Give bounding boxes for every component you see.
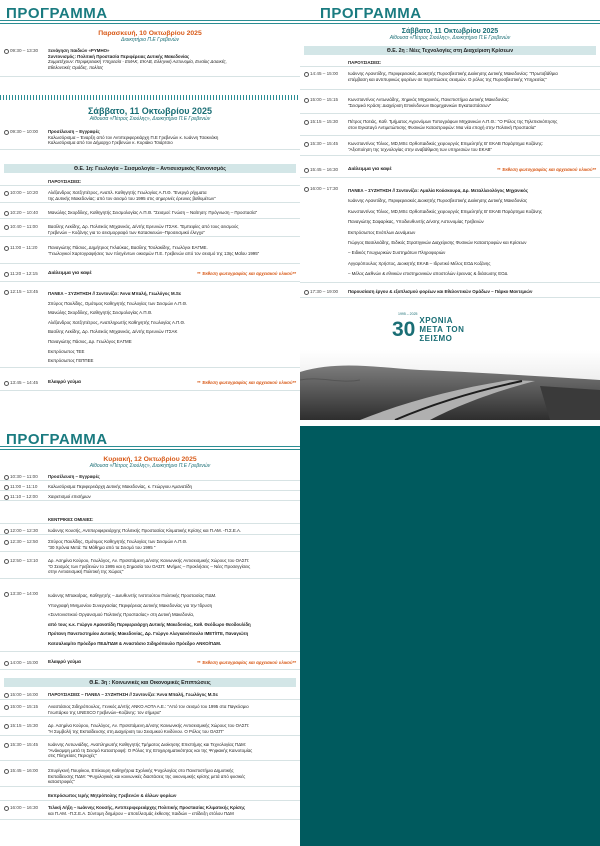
day-header (0, 30, 300, 43)
row-content: Κωνσταντίνος Αντωνιάδης, Χημικός Μηχανικός, Πανεπιστήμιο Δυτικής Μακεδονίας: "Σεισμικό Κράση: Διαχείριση Επικίνδυνων Βιομηχανικών Εγκαταστάσεων" (348, 97, 510, 108)
row-time: 15:00 – 16:00 (0, 691, 48, 699)
program-row (0, 223, 300, 237)
row-time: 16:00 – 16:30 (0, 804, 48, 819)
row-content: Διάλειμμα για καφέ ** Έκθεση φωτογραφίας και αρχειακού υλικού** (348, 167, 596, 172)
program-row (0, 178, 300, 186)
title-rule (0, 446, 300, 450)
row-content: Πέτρος Πατιάς, Καθ. Τμήματος Αγρονόμων Τοπογράφων Μηχανικών Α.Π.Θ.: "Ο Ρόλος της Τηλεπισκόπησης στον Εγκαταγό Αντιμετώπισης Φυσικών Καταστροφών: Μια νέα εποχή στην Πολιτική Προστασία" (348, 119, 558, 130)
row-content: Δρ. Ασημίνα Κούρου, Γεωλόγος, Αν. Προϊστάμενη Δ/νσης Καινωνικής Αντισεισμικής Χώρους του ΟΑΣΠ: "Ο Σεισμός των Γρεβενών το 1995 και η Σημασία του ΟΑΣΠ: Μνήμες – Προκλήσεις – Νέες Προσεγγίσεις στην Αντισεισμική Πολιτική της Χώρας" (48, 558, 251, 575)
program-row (0, 288, 300, 368)
program-row (0, 473, 300, 481)
row-content: Αναστάσιος Σιδηρόπουλος, Γενικός Δ/ντής ΑΝΚΟ ΑΟΤΑ Α.Ε.: "Από τον σεισμό του 1995 στα Παγκόσμιο Γεωπάρκο της UNESCO Γρεβενών–Κοζάνης: τον σήμερα" (48, 704, 249, 715)
program-row (0, 590, 300, 652)
day-venue: Αίθουσα «Πέτρος Σιούλης», Διοικητήριο Π.Ε Γρεβενών (89, 463, 211, 469)
program-row (0, 244, 300, 264)
row-content: Ιωάννης Αρανιτίδης, Περιφερειακός Διοικητής Πυροσβεστικής Διοίκησης Δυτικής Μακεδονίας: "Πρωτοβάθμια επέμβαση και αντιπυρικώς φορέων σε περιπτώσεις σεισμών. Ο ρόλος της Πυροσβεστικής Υπηρεσίας" (348, 71, 558, 82)
row-time: 13:30 – 14:00 (0, 590, 48, 651)
row-time: 09:30 – 13:30 (0, 47, 48, 76)
row-time: 13:45 – 14:45 (0, 379, 48, 390)
program-row (0, 483, 300, 491)
program-row (0, 47, 300, 77)
section-header: Θ.Ε. 2η : Νέες Τεχνολογίες στη Διαχείριση Κρίσεων (304, 46, 596, 55)
program-row (300, 185, 600, 283)
day-date: Παρασκευή, 10 Οκτωβρίου 2025 (98, 30, 202, 37)
row-time: 11:20 – 12:15 (0, 270, 48, 281)
row-time: 11:00 – 11:20 (0, 244, 48, 263)
row-time: 14:00 – 15:00 (0, 659, 48, 669)
title-rule (0, 20, 300, 24)
row-content: Μανώλης Σκορδίλης, Καθηγητής Σεισμολογίας Α.Π.Θ. "Σεισμοί: Γνώση – Ναίτηση: Πρόγνωση – Προστασία" (48, 210, 258, 215)
row-content: Σπυρίγκινή Πουρίκου, Επίκουρη Καθηγήτρια Σχολικής Ψυχολογίας στο Πανεπιστήμιο Δημοτικής Εκπαίδευσης ΠΔΜ: "Ψυχολογικές και κοινωνικές διαστάσεις της οικονομικής κρίσης μετά από φυσικές καταστροφές" (48, 768, 246, 785)
row-content: Διάλειμμα για καφέ ** Έκθεση φωτογραφίας και αρχειακού υλικού** (48, 271, 296, 276)
program-row (300, 70, 600, 90)
row-content: ΠΑΝΕΛ – ΣΥΖΗΤΗΣΗ // Συντονίζει: Άννα Μπαλή, Γεωλόγος Μ.Sc Σπύρος Παυλίδης, Ομότιμος Καθηγητής Γεωλογίας των Σεισμών Α.Π.Θ. Μανώλης Σκορδίλης, Καθηγητής Σεισμολογίας Α.Π.Θ. Αλέξανδρος Χατζηπέτρος, Αναπληρωτής Καθηγητής Γεωλογίας Α.Π.Θ. Βασίλης Λεκίδης, Δρ. Πολιτικός Μηχανικός, Δ/ντής Ερευνών ΙΤΣΑΚ Παναγιώτης Πάσιος, Δρ. Γεωλόγος ΕΑΓΜΕ Εκπρόσωπος ΤΕΕ Εκπρόσωπος ΓΕΠΠΕΕ (48, 291, 188, 364)
row-time: 16:00 – 17:30 (300, 185, 348, 282)
row-time: 10:30 – 11:00 (0, 473, 48, 480)
row-content: Ιωάννης Μπακοΐρας, Καθηγητής – Διευθυντής Ινστιτούτου Πολιτικής Προστασίας ΠΔΜ. Υπογραφή Μνημονίου Συνεργασίας Περιφέρειας Δυτικής Μακεδονίας για την Ίδρυση «Συντονιστικού Οργανισμού Πολιτικής Προστασίας» στη Δυτική Μακεδονία, από τους κ.κ. Γιώργο Αμανατίδη Περιφερειάρχη Δυτικής Μακεδονίας, Καθ. Θεόδωρο Θεοδουλίδη Πρύτανη Πανεπιστημίου Δυτικής Μακεδονίας, Δρ. Γιώργο Αλεγκανόπουλο ΙΜΕΤ/ΙΤΕ, Παναγιώτη Κατσαλιαμίτο Πρόεδρο ΠΕΔ/ΠΔΜ & Αναστάσιο Σιδηρόπουλο Πρόεδρο ΑΝΚΟ/ΠΔΜ. (48, 593, 251, 646)
day-venue: Διοικητήριο Π.Ε Γρεβενών (120, 37, 180, 43)
row-content: Εκπρόσωπος Ιερής Μητρόπολης Γρεβενών & άλλων φορέων (48, 793, 177, 798)
row-content: Προσέλευση – Εγγραφές Καλωσόρισμα – Έναρξη από τον Αντιπεριφερειάρχη Π.Ε Γρεβενών κ. Ιωάννη Τσακνάκη Καλωσόρισμα από τον Δήμαρχο Γρεβενών κ. Κυριάκο Τσιάρτσιο (48, 129, 219, 146)
program-row (0, 659, 300, 670)
row-content: ΠΑΡΟΥΣΙΑΣΕΙΣ: (48, 179, 82, 184)
row-content: Παναγιώτης Πάσιος, Δημήτριος Γκλαύκας, Βασίλης Τσολακίδης, Γεωλόγοι ΕΑΓΜΕ. "Γεωλογικοί Χαρτογραφήσεις των πληγέντων οικισμών Π.Ε. Γρεβενών από τον σεισμό της 13ης Μαΐου 1995" (48, 245, 260, 256)
row-content: Καλωσόρισμα Περιφερειάρχη Δυτικής Μακεδονίας, κ. Γεώργιου Αμανατίδη (48, 484, 192, 489)
program-row (0, 703, 300, 717)
row-time: 15:45 – 16:30 (300, 166, 348, 177)
row-time: 14:45 – 15:00 (300, 70, 348, 89)
program-row (0, 538, 300, 552)
row-time: 10:20 – 10:40 (0, 209, 48, 218)
anniversary-logo (392, 312, 465, 343)
program-row (0, 128, 300, 150)
row-time: 15:30 – 15:45 (300, 140, 348, 155)
row-content: ΠΑΝΕΛ – ΣΥΖΗΤΗΣΗ // Συντονίζει: Αμαλία Κούσκουρα, Δρ. Μεταλλειολόγος Μηχανικός Ιωάννης Αρανιτίδης, Περιφερειακός Διοικητής Πυροσβεστικής Διοίκησης Δυτικής Μακεδονίας Κωνσταντίνος Τόλιος, MD,MSc Ορθοπαιδικός χειρουργός Επιμελητής Β' ΕΚΑΒ Παράρτημα Κοζάνης Παναγιώτης Σαφαρίκας, Υποδιευθυντής Δ/νσης Αστυνομίας Γρεβενών Εκπρόσωπος Ενόπλων Δυνάμεων Γιώργος Βασιλειάδης, Ειδικός Στρατηγικών Διαχείρισης Φυσικών Καταστροφών και Κρίσεων – Ειδικός Γεωχωρικών Συστημάτων Πληροφοριών Αγγαρόπουλος Χρήστος, Διοικητής ΕΚΑΒ – Ιδρυτικό Μέλος ΕΟΔ Κοζάνης – Μέλος Διεθνών & εθνικών επιστημονικών αποστολών έρευνας & διάσωσης ΕΟΔ (348, 188, 542, 277)
row-time: 12:00 – 12:30 (0, 527, 48, 534)
row-content: Ελαφρύ γεύμα ** Έκθεση φωτογραφίας και αρχειακού υλικού** (48, 380, 296, 385)
program-row (300, 118, 600, 136)
program-row (0, 741, 300, 761)
logo-years: 1995 – 2025 (398, 312, 418, 316)
program-row (0, 557, 300, 579)
row-time: 12:15 – 13:45 (0, 288, 48, 367)
program-row (300, 96, 600, 114)
program-row (0, 527, 300, 535)
page-title: ΠΡΟΓΡΑΜΜΑ (6, 5, 108, 22)
program-row (0, 493, 300, 501)
page-title: ΠΡΟΓΡΑΜΜΑ (6, 431, 108, 448)
row-content: Ξενάγηση παιδιών «ΡΥΜΗΟ» Συντονισμός: Πολιτική Προστασία Περιφέρειας Δυτικής Μακεδονίας Συμμετέχουν: Περιφερειακή Υπηρεσία - ΕΜΑΚ, ΕΚΑΒ, Ελληνική Αστυνομία, Ενιαίος Δασικές, Εθελοντικές Ομάδες, πολίτες (48, 48, 227, 70)
program-row (300, 59, 600, 67)
row-time: 15:00 – 15:15 (300, 96, 348, 113)
row-time: 17:30 – 19:00 (300, 288, 348, 297)
day-venue: Αίθουσα «Πέτρος Σιούλης», Διοικητήριο Π.Ε Γρεβενών (89, 116, 211, 122)
row-time: 10:40 – 11:00 (0, 223, 48, 236)
program-row (0, 804, 300, 820)
earthquake-road-photo (300, 350, 600, 420)
program-row (0, 691, 300, 700)
row-content: Σπύρος Παυλίδης, Ομότιμος Καθηγητής Γεωλογίας των Σεισμών Α.Π.Θ. "30 Χρόνια Μετά: Τα Μάθημα από τα Σεισμό του 1995 " (48, 539, 188, 550)
program-page-2 (300, 0, 600, 420)
row-content: ΠΑΡΟΥΣΙΑΣΕΙΣ – ΠΑΝΕΛ – ΣΥΖΗΤΗΣΗ // Συντονίζει: Άννα Μπαλή, Γεωλόγος Μ.Sc (48, 692, 219, 697)
program-row (0, 209, 300, 219)
day-date: Σάββατο, 11 Οκτωβρίου 2025 (401, 28, 499, 35)
program-row (300, 140, 600, 156)
logo-number: 30 (392, 317, 416, 341)
page-title: ΠΡΟΓΡΑΜΜΑ (320, 5, 422, 22)
row-content: Βασίλης Λεκίδης, Δρ. Πολιτικός Μηχανικός, Δ/ντής Ερευνών ΙΤΣΑΚ. "Εμπειρίες από τους σεισμούς Γρεβενών – Κοζάνης για το σεισμορραφό των Κατασκευών–Προσεισμικό έλεγχο" (48, 224, 239, 235)
row-content: Χαιρετισμοί επισήμων (48, 494, 91, 499)
row-time: 12:30 – 12:50 (0, 538, 48, 551)
row-content: Ιωάννης Λυτωνιάδης, Αναπληρωτής Καθηγητής Τμήματος Διοίκησης Επιστήμης και Τεχνολογίας ΠΔΜ: "Ανάκαμψη μετά τη Σεισμό Καταστροφή: Ο Ρόλος της Επιχειρηματικότητας και της Ψηφιακής Καινοτομίας στις Πληγείσες Περιοχές" (48, 742, 253, 759)
row-time: 15:15 – 15:30 (300, 118, 348, 135)
row-time: 15:00 – 15:15 (0, 703, 48, 716)
row-time: 12:50 – 13:10 (0, 557, 48, 578)
row-content: Παρουσίαση έργου & εξοπλισμού φορέων και Εθελοντικών Ομάδων – Πάρκο Μαντεμιών (348, 289, 533, 294)
day-date: Σάββατο, 11 Οκτωβρίου 2025 (88, 106, 212, 116)
logo-line: ΣΕΙΣΜΟ (419, 334, 453, 343)
row-time: 15:30 – 15:45 (0, 741, 48, 760)
day-header (300, 28, 600, 41)
section-header: Θ.Ε. 1η: Γεωλογία – Σεισμολογία – Αντισεισμικός Κανονισμός (4, 164, 296, 173)
program-row (0, 379, 300, 391)
row-content: Κωνσταντίνος Τόλιος, MD,MSc Ορθοπαιδικός χειρουργός Επιμελητής Β' ΕΚΑΒ Παράρτημα Κοζάνης: "Αξιοποίηση της τεχνολογίας στην αναβάθμιση των υπηρεσιών του ΕΚΑΒ" (348, 141, 544, 152)
row-time: 15:15 – 15:30 (0, 722, 48, 735)
logo-line: ΜΕΤΑ ΤΟΝ (419, 325, 465, 334)
program-row (0, 722, 300, 736)
program-row (0, 189, 300, 203)
section-header: Θ.Ε. 3η : Κοινωνικές και Οικονομικές Επιπτώσεις (4, 678, 296, 687)
row-content: Ιωάννης Κουσής, Αντιπεριφερειάρχης Πολιτικής Προστασίας Κλιματικής Κρίσης και Π.ΑΜ. -Π.Σ.Ε.Α. (48, 528, 242, 533)
program-row (0, 792, 300, 801)
row-time: 11:00 – 11:10 (0, 483, 48, 490)
row-content: ΚΕΝΤΡΙΚΕΣ ΟΜΙΛΙΕΣ: (48, 517, 94, 522)
row-content: Προσέλευση – Εγγραφές (48, 474, 100, 479)
row-content: Ελαφρύ γεύμα ** Έκθεση φωτογραφίας και αρχειακού υλικού** (48, 660, 296, 665)
day-venue: Αίθουσα «Πέτρος Σιούλης», Διοικητήριο Π.Ε Γρεβενών (389, 35, 511, 41)
teal-back-cover (300, 426, 600, 846)
program-page-1 (0, 0, 300, 420)
row-content: Τελική Λήξη – Ιωάννης Κουσής, Αντιπεριφερειάρχης Πολιτικής Προστασίας Κλιματικής Κρίσης και Π.ΑΜ. -Π.Σ.Ε.Α. Σύντομη διημέρου – αποτέλεσμάς έκθεσης παιδιών – επίδειξη στόλου ΠΔΜ (48, 805, 246, 816)
row-content: Δρ. Ασημίνα Κούρου, Γεωλόγος, Αν. Προϊστάμενη Δ/νσης Καινωνικής Αντισεισμικής Χώρους του ΟΑΣΠ: "Η Συμβολή της Εκπαίδευσης στη Διαχείριση του Σεισμικού Κινδύνου. Ο Ρόλος του ΟΑΣΠ" (48, 723, 249, 734)
program-row (300, 166, 600, 178)
logo-line: ΧΡΟΝΙΑ (419, 316, 454, 325)
program-row (0, 767, 300, 787)
row-time: 11:10 – 12:00 (0, 493, 48, 500)
row-time: 10:00 – 10:20 (0, 189, 48, 202)
day-header (0, 456, 300, 469)
title-rule (300, 20, 600, 24)
row-time: 15:45 – 16:00 (0, 767, 48, 786)
row-content: ΠΑΡΟΥΣΙΑΣΕΙΣ: (348, 60, 382, 65)
row-content: Αλέξανδρος Χατζηπέτρος, Αναπλ. Καθηγητής Γεωλογίας Α.Π.Θ. "Ενεργά ρήγματα της Δυτικής Μακεδονίας: από τον σεισμό του 1995 στις σημερινές έρευνες βαθυμέτων" (48, 190, 216, 201)
program-page-3 (0, 426, 300, 846)
program-row (0, 270, 300, 282)
day-header (0, 106, 300, 122)
program-row (0, 516, 300, 524)
program-row (300, 288, 600, 298)
row-time: 09:30 – 10:00 (0, 128, 48, 149)
divider-hatch (0, 95, 300, 100)
day-date: Κυριακή, 12 Οκτωβρίου 2025 (103, 456, 197, 463)
